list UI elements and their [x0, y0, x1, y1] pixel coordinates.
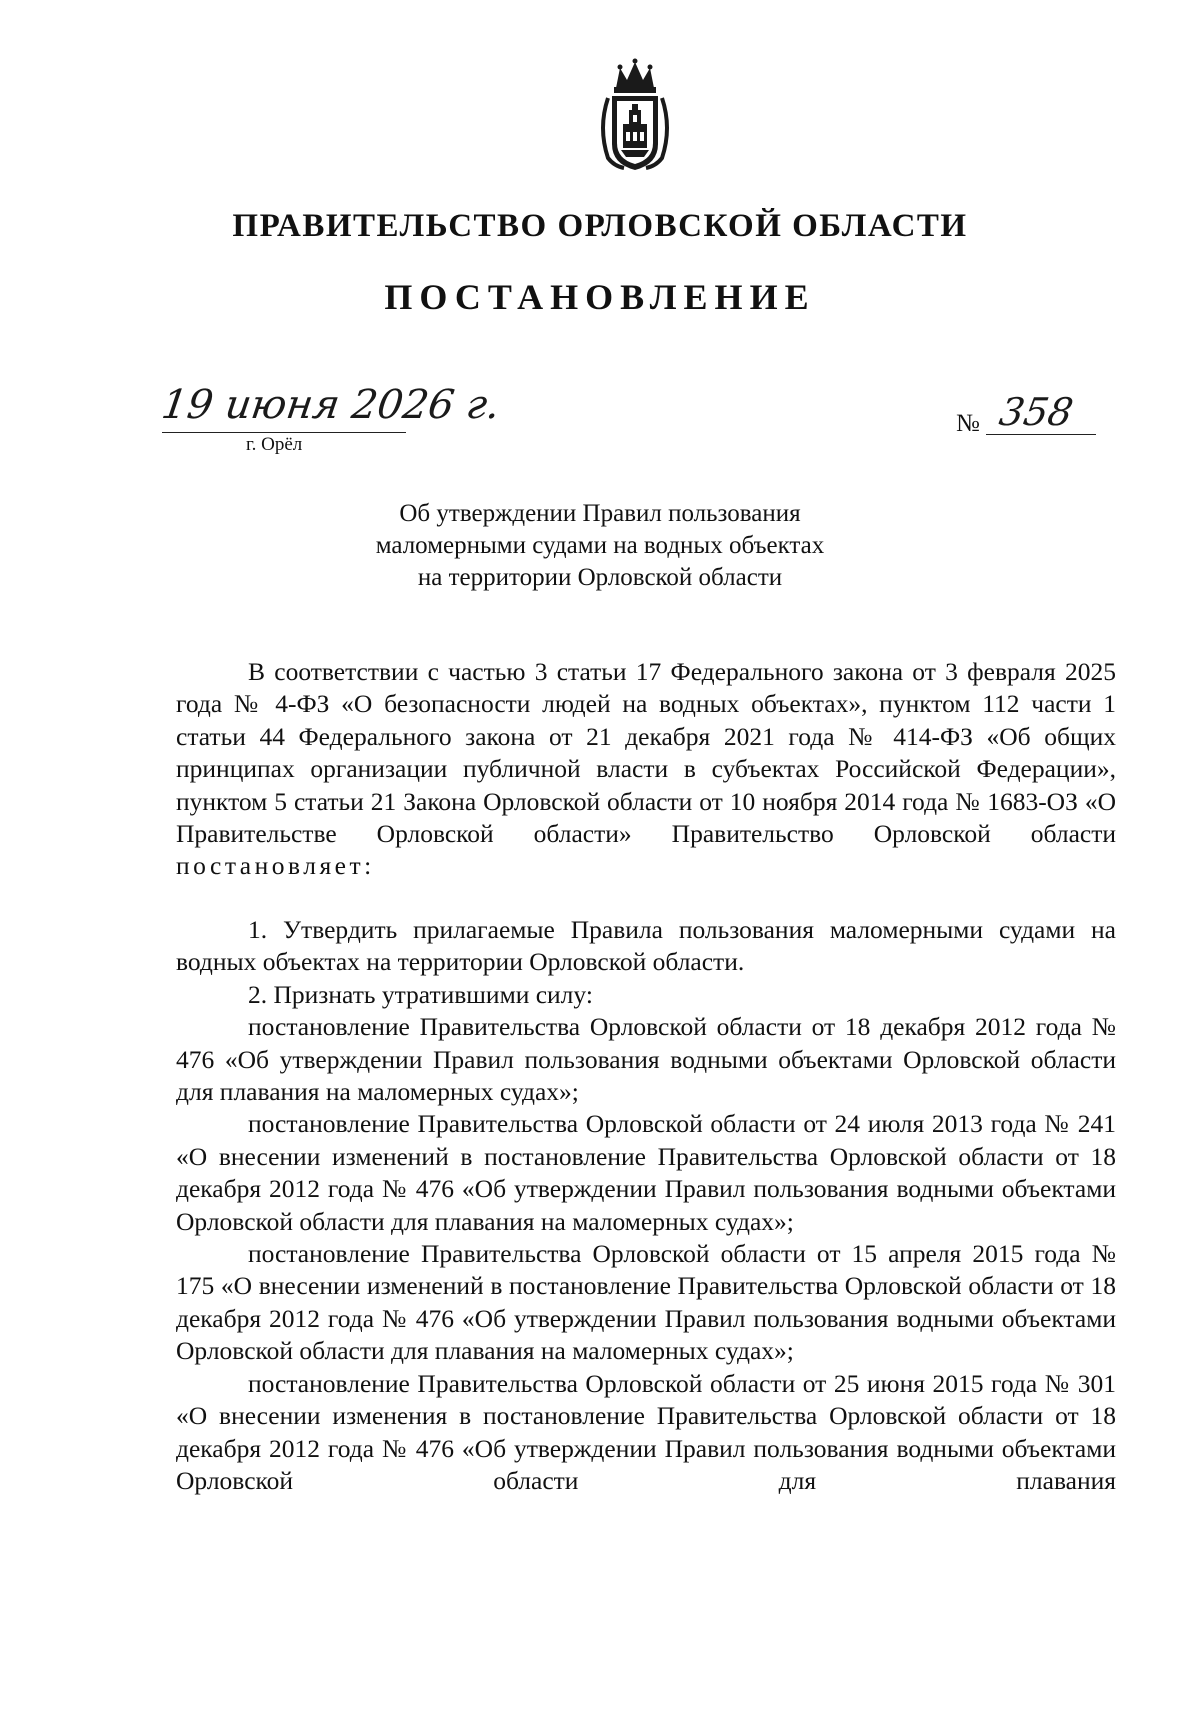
- preamble-paragraph: [176, 656, 1116, 883]
- item-paragraph: постановление Правительства Орловской области от 25 июня 2015 года № 301 «О внесении изменения в постановление Правительства Орловской области от 18 декабря 2012 года № 476 «Об утверждении Правил пользования водными объектами Орловской области для плавания: [176, 1368, 1116, 1495]
- coat-of-arms-emblem: [594, 58, 676, 176]
- preamble: [176, 656, 1116, 883]
- subject-line: маломерными судами на водных объектах: [375, 532, 825, 559]
- handwritten-number: 358: [996, 390, 1077, 434]
- resolves-word: постановляет:: [176, 851, 375, 881]
- government-title: ПРАВИТЕЛЬСТВО ОРЛОВСКОЙ ОБЛАСТИ: [232, 208, 968, 244]
- document-type-title: ПОСТАНОВЛЕНИЕ: [384, 277, 816, 317]
- subject-line: на территории Орловской области: [417, 564, 783, 591]
- number-label: №: [956, 410, 980, 437]
- resolution-items: [176, 914, 1116, 1497]
- item-paragraph: 1. Утвердить прилагаемые Правила пользования маломерными судами на водных объектах на территории Орловской области.: [176, 915, 1116, 977]
- item-paragraph: 2. Признать утратившими силу:: [248, 979, 593, 1009]
- item-paragraph: постановление Правительства Орловской области от 24 июля 2013 года № 241 «О внесении изменений в постановление Правительства Орловской области от 18 декабря 2012 года № 476 «Об утверждении Правил пользования водными объектами Орловской области для плавания на маломерных судах»;: [176, 1109, 1116, 1236]
- date-underline: [162, 432, 406, 433]
- subject-line: Об утверждении Правил пользования: [399, 500, 801, 527]
- item-paragraph: постановление Правительства Орловской области от 18 декабря 2012 года № 476 «Об утверждении Правил пользования водными объектами Орловской области для плавания на маломерных судах»;: [176, 1012, 1116, 1107]
- city-label: г. Орёл: [246, 434, 303, 455]
- item-paragraph: постановление Правительства Орловской области от 15 апреля 2015 года № 175 «О внесении изменений в постановление Правительства Орловской области от 18 декабря 2012 года № 476 «Об утверждении Правил пользования водными объектами Орловской области для плавания на маломерных судах»;: [176, 1239, 1116, 1366]
- number-underline: [986, 434, 1096, 435]
- preamble-text: В соответствии с частью 3 статьи 17 Федерального закона от 3 февраля 2025 года № 4-ФЗ «О безопасности людей на водных объектах», пунктом 112 части 1 статьи 44 Федерального закона от 21 декабря 2021 года № 414-ФЗ «Об общих принципах организации публичной власти в субъектах Российской Федерации», пунктом 5 статьи 21 Закона Орловской области от 10 ноября 2014 года № 1683-ОЗ «О Правительстве Орловской области» Правительство Орловской области: [176, 657, 1116, 849]
- handwritten-date-text: 19 июня 2026 г.: [158, 382, 503, 428]
- document-subject: [0, 498, 1200, 594]
